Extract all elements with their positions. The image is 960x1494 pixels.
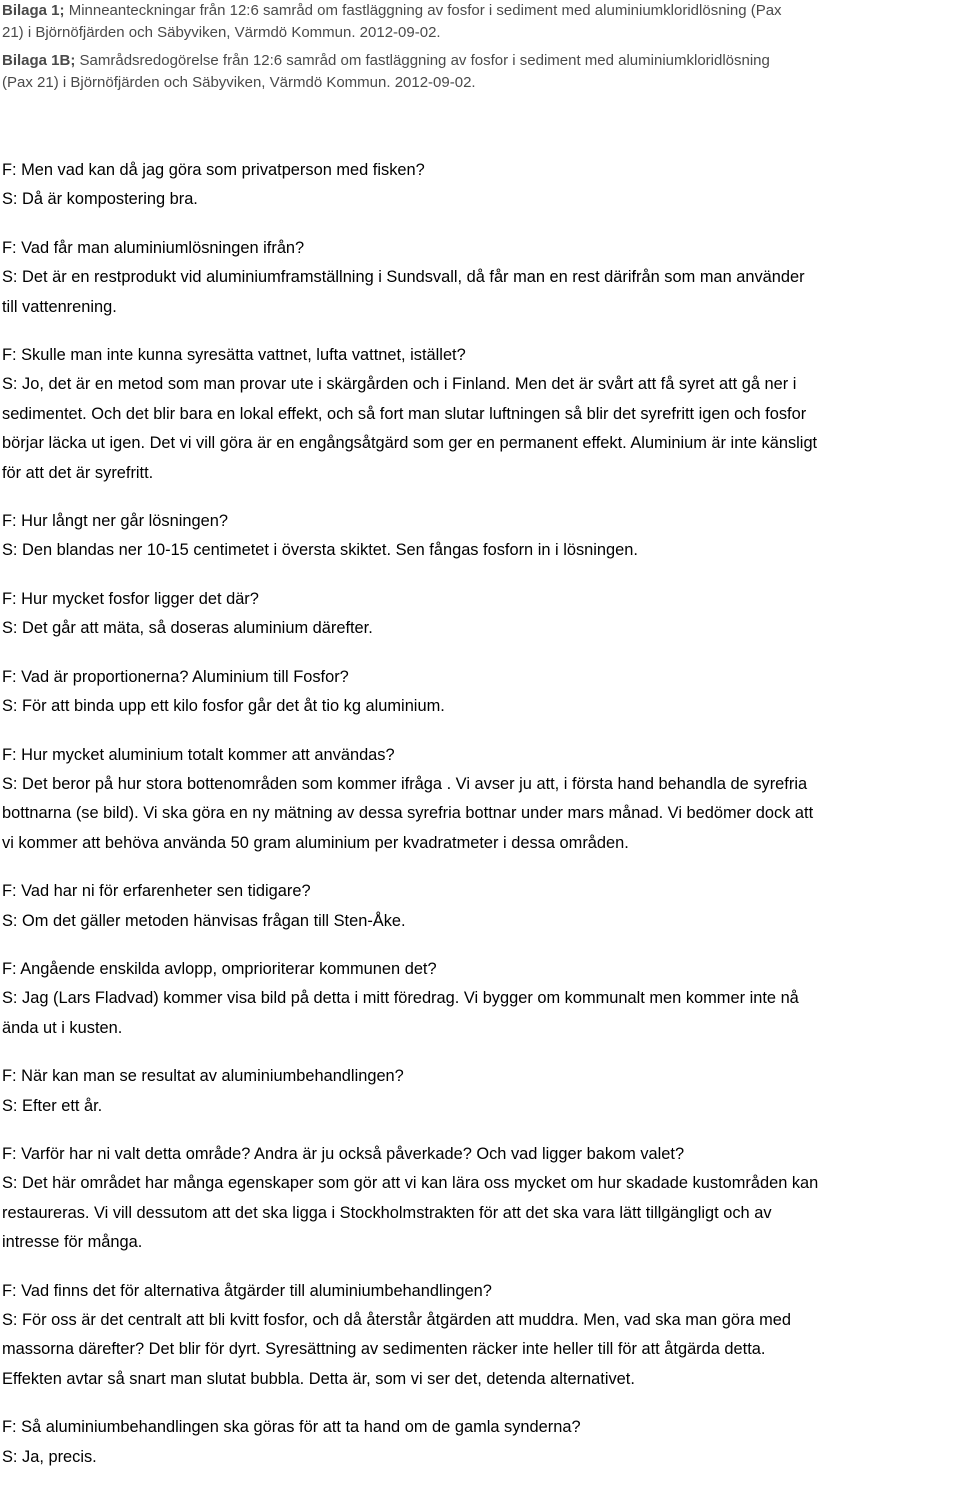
answer-line: S: Det här området har många egenskaper som gör att vi kan lära oss mycket om hur skadade kustområden kan: [2, 1174, 819, 1193]
answer-line: intresse för många.: [2, 1233, 143, 1252]
header-label: Bilaga 1;: [2, 2, 65, 19]
document-header: [2, 0, 958, 94]
question-line: F: Hur mycket aluminium totalt kommer att användas?: [2, 745, 395, 764]
question-line: F: Vad får man aluminiumlösningen ifrån?: [2, 238, 305, 257]
answer-line: ända ut i kusten.: [2, 1018, 123, 1037]
answer-line: S: Det är en restprodukt vid aluminiumframställning i Sundsvall, då får man en rest därifrån som man använder: [2, 268, 805, 287]
question-line: F: Skulle man inte kunna syresätta vattnet, lufta vattnet, istället?: [2, 346, 466, 365]
qa-block: [2, 585, 958, 644]
answer-line: börjar läcka ut igen. Det vi vill göra är en engångsåtgärd som ger en permanent effekt. Aluminium är inte känsligt: [2, 434, 818, 453]
header-label: Bilaga 1B;: [2, 52, 76, 69]
question-line: F: Vad har ni för erfarenheter sen tidigare?: [2, 882, 311, 901]
question-line: F: Hur mycket fosfor ligger det där?: [2, 589, 259, 608]
qa-block: [2, 955, 958, 1043]
answer-line: S: Då är kompostering bra.: [2, 190, 198, 209]
header-spacer: [2, 94, 958, 156]
qa-block: [2, 663, 958, 722]
document-page: [2, 0, 958, 1472]
qa-block: [2, 1140, 958, 1258]
header-line: [2, 0, 958, 22]
answer-line: S: Jo, det är en metod som man provar ute i skärgården och i Finland. Men det är svårt att få syret att gå ner i: [2, 375, 797, 394]
answer-line: för att det är syrefritt.: [2, 463, 154, 482]
qa-block: [2, 1277, 958, 1395]
qa-block: [2, 1062, 958, 1121]
header-text: Minneanteckningar från 12:6 samråd om fastläggning av fosfor i sediment med aluminiumkloridlösning (Pax: [64, 2, 782, 19]
question-line: F: Angående enskilda avlopp, omprioriterar kommunen det?: [2, 959, 437, 978]
qa-block: [2, 741, 958, 859]
question-line: F: När kan man se resultat av aluminiumbehandlingen?: [2, 1067, 404, 1086]
answer-line: S: Om det gäller metoden hänvisas frågan till Sten-Åke.: [2, 911, 406, 930]
header-text: (Pax 21) i Björnöfjärden och Säbyviken, Värmdö Kommun. 2012-09-02.: [2, 74, 476, 91]
qa-block: [2, 1413, 958, 1472]
question-line: F: Men vad kan då jag göra som privatperson med fisken?: [2, 161, 425, 179]
answer-line: S: Den blandas ner 10-15 centimetet i översta skiktet. Sen fångas fosforn in i lösningen.: [2, 541, 638, 560]
question-line: F: Varför har ni valt detta område? Andra är ju också påverkade? Och vad ligger bakom valet?: [2, 1144, 685, 1163]
question-line: F: Så aluminiumbehandlingen ska göras för att ta hand om de gamla synderna?: [2, 1418, 581, 1437]
question-line: F: Vad finns det för alternativa åtgärder till aluminiumbehandlingen?: [2, 1281, 492, 1300]
answer-line: restaureras. Vi vill dessutom att det ska ligga i Stockholmstrakten för att det ska vara lätt tillgängligt och av: [2, 1203, 772, 1222]
answer-line: S: Det går att mäta, så doseras aluminium därefter.: [2, 619, 373, 638]
header-line: [2, 50, 958, 72]
header-attachment-1: [2, 0, 958, 44]
header-line: [2, 72, 958, 94]
answer-line: vi kommer att behöva använda 50 gram aluminium per kvadratmeter i dessa områden.: [2, 833, 629, 852]
header-text: Samrådsredogörelse från 12:6 samråd om fastläggning av fosfor i sediment med aluminiumkloridlösning: [75, 52, 770, 69]
answer-line: sedimentet. Och det blir bara en lokal effekt, och så fort man slutar luftningen så blir det syrefritt igen och fosfor: [2, 404, 807, 423]
qa-section: [2, 156, 958, 1472]
answer-line: S: Ja, precis.: [2, 1447, 97, 1466]
qa-block: [2, 341, 958, 488]
question-line: F: Hur långt ner går lösningen?: [2, 512, 228, 531]
answer-line: S: Jag (Lars Fladvad) kommer visa bild på detta i mitt föredrag. Vi bygger om kommunalt men kommer inte nå: [2, 989, 799, 1008]
qa-block: [2, 507, 958, 566]
header-text: 21) i Björnöfjärden och Säbyviken, Värmdö Kommun. 2012-09-02.: [2, 24, 441, 41]
header-attachment-1b: [2, 50, 958, 94]
answer-line: S: Efter ett år.: [2, 1096, 103, 1115]
qa-block: [2, 234, 958, 322]
answer-line: S: Det beror på hur stora bottenområden som kommer ifråga . Vi avser ju att, i första hand behandla de syrefria: [2, 774, 808, 793]
qa-block: [2, 156, 958, 215]
answer-line: Effekten avtar så snart man slutat bubbla. Detta är, som vi ser det, detenda alternativet.: [2, 1369, 635, 1388]
question-line: F: Vad är proportionerna? Aluminium till Fosfor?: [2, 667, 349, 686]
qa-block: [2, 877, 958, 936]
answer-line: S: För oss är det centralt att bli kvitt fosfor, och då återstår åtgärden att muddra. Men, vad ska man göra med: [2, 1311, 791, 1329]
header-line: [2, 22, 958, 44]
answer-line: till vattenrening.: [2, 297, 117, 316]
answer-line: S: För att binda upp ett kilo fosfor går det åt tio kg aluminium.: [2, 697, 445, 716]
answer-line: massorna därefter? Det blir för dyrt. Syresättning av sedimenten räcker inte heller till för att åtgärda detta.: [2, 1340, 766, 1359]
answer-line: bottnarna (se bild). Vi ska göra en ny mätning av dessa syrefria bottnar under mars månad. Vi bedömer dock att: [2, 804, 814, 823]
